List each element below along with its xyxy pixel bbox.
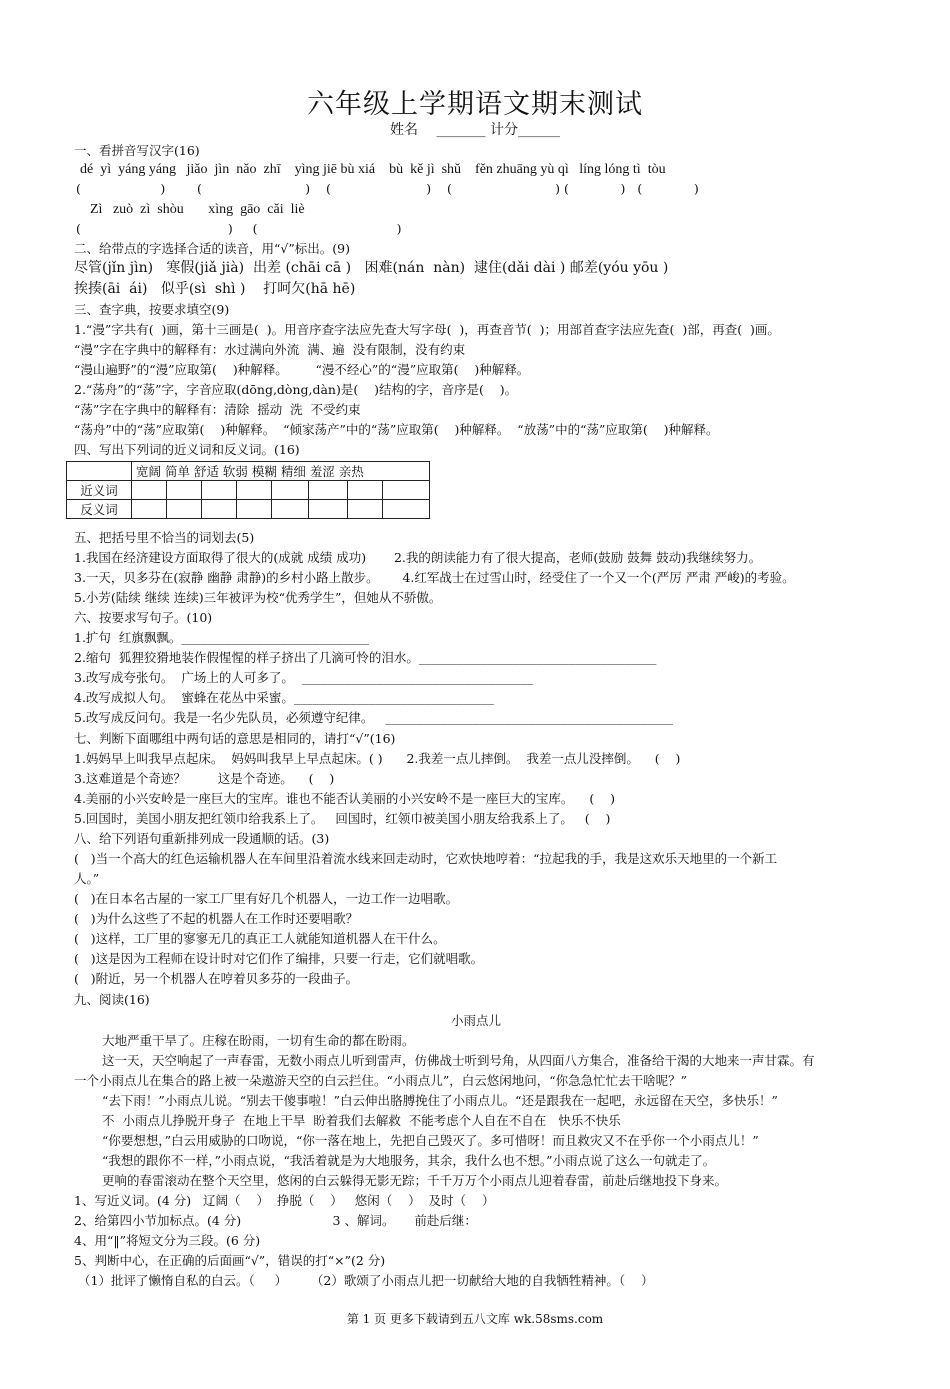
section-7-heading: 七、判断下面哪组中两句话的意思是相同的，请打“√”(16)	[74, 731, 396, 746]
page-footer: 第 1 页 更多下载请到五八文库 wk.58sms.com	[346, 1312, 604, 1326]
reorder-sentence-1[interactable]: ( )当一个高大的红色运输机器人在车间里沿着流水线来回走动时，它欢快地哼着：“拉起我的手，我是这欢乐天地里的一个新工	[74, 851, 778, 866]
story-paragraph-2-cont: 一个小雨点儿在集合的路上被一朵遨游天空的白云拦住。“小雨点儿”，白云悠闲地问，“你急急忙忙去干啥呢？”	[74, 1073, 688, 1088]
synonym-antonym-table	[66, 461, 430, 519]
answer-cell[interactable]	[237, 500, 272, 519]
pinyin-row-1: dé yì yáng yáng jiǎo jìn nǎo zhī yìng jiē bù xiá bù kě jì shǔ fěn zhuāng yù qì líng lóng tì tòu	[80, 162, 666, 177]
judge-line-1[interactable]: 1.妈妈早上叫我早点起床。 妈妈叫我早上早点起床。( ) 2.我差一点儿摔倒。 我差一点儿没摔倒。 ( )	[74, 751, 681, 766]
table-row	[67, 481, 430, 500]
section-4-heading: 四、写出下列词的近义词和反义词。(16)	[74, 442, 300, 457]
name-score-line: 姓名 _______ 计分______	[390, 122, 560, 138]
dictionary-dang-choice: “荡舟”中的“荡”应取第( )种解释。 “倾家荡产”中的“荡”应取第( )种解释。 “放荡”中的“荡”应取第( )种解释。	[74, 422, 719, 437]
story-paragraph-3: “去下雨！”小雨点儿说。“别去干傻事啦！”白云伸出胳膊挽住了小雨点儿。“还是跟我在一起吧，永远留在天空，多快乐！”	[102, 1093, 778, 1108]
answer-brackets-row-1[interactable]: ( ) ( ) ( ) ( ) ( ) ( )	[76, 181, 699, 196]
section-5-heading: 五、把括号里不恰当的词划去(5)	[74, 530, 255, 545]
answer-cell[interactable]	[309, 500, 348, 519]
dictionary-man-choice: “漫山遍野”的“漫”应取第( )种解释。 “漫不经心”的“漫”应取第( )种解释。	[74, 362, 530, 377]
answer-cell[interactable]	[167, 481, 202, 500]
answer-cell[interactable]	[132, 500, 167, 519]
judge-line-2[interactable]: 3.这难道是个奇迹？ 这是个奇迹。 ( )	[74, 771, 335, 786]
reading-question-2-3[interactable]: 2、给第四小节加标点。(4 分) 3 、解词。 前赴后继：	[74, 1213, 477, 1228]
story-paragraph-7: 更响的春雷滚动在整个天空里，悠闲的白云躲得无影无踪；千千万万个小雨点儿迎着春雷，前赴后继地投下身来。	[102, 1173, 728, 1188]
story-paragraph-1: 大地严重干旱了。庄稼在盼雨，一切有生命的都在盼雨。	[102, 1033, 415, 1048]
reading-choice-line-2[interactable]: 挨揍(āi ái) 似乎(sì shì ) 打呵欠(hā hē)	[74, 281, 356, 297]
story-title: 小雨点儿	[451, 1013, 502, 1028]
story-paragraph-4: 不 小雨点儿挣脱开身子 在地上干旱 盼着我们去解救 不能考虑个人自在不自在 快乐不快乐	[102, 1113, 621, 1128]
story-paragraph-2: 这一天，天空响起了一声春雷，无数小雨点儿听到雷声，仿佛战士听到号角，从四面八方集合，准备给干渴的大地来一声甘霖。有	[102, 1053, 815, 1068]
word-list-cell: 宽阔 简单 舒适 软弱 模糊 精细 羞涩 亲热	[132, 462, 430, 481]
reading-choice-line-1[interactable]: 尽管(jǐn jìn) 寒假(jiǎ jià) 出差 (chāi cā ) 困难(nán nàn) 逮住(dǎi dài ) 邮差(yóu yōu )	[74, 260, 669, 276]
sentence-task-3[interactable]: 3.改写成夸张句。 广场上的人可多了。 _____________________________________	[74, 670, 534, 685]
reorder-sentence-5[interactable]: ( )这是因为工程师在设计时对它们作了编排，只要一行走，它们就唱歌。	[74, 951, 484, 966]
sentence-task-1[interactable]: 1.扩句 红旗飘飘。______________________________	[74, 630, 369, 645]
reorder-sentence-2[interactable]: ( )在日本名古屋的一家工厂里有好几个机器人，一边工作一边唱歌。	[74, 891, 459, 906]
judge-line-4[interactable]: 5.回国时，美国小朋友把红领巾给我系上了。 回国时，红领巾被美国小朋友给我系上了。 ( )	[74, 811, 611, 826]
dictionary-q1: 1.“漫”字共有( )画，第十三画是( )。用音序查字法应先查大写字母( )，再查音节( )；用部首查字法应先查( )部，再查( )画。	[74, 322, 780, 337]
dictionary-q2: 2.“荡舟”的“荡”字，字音应取(dōng,dòng,dàn)是( )结构的字，音序是( )。	[74, 382, 518, 397]
word-choice-line-3: 5.小芳(陆续 继续 连续)三年被评为校“优秀学生”，但她从不骄傲。	[74, 590, 442, 605]
answer-cell[interactable]	[272, 481, 309, 500]
answer-cell[interactable]	[132, 481, 167, 500]
section-8-heading: 八、给下列语句重新排列成一段通顺的话。(3)	[74, 831, 330, 846]
section-9-heading: 九、阅读(16)	[74, 992, 150, 1007]
section-6-heading: 六、按要求写句子。(10)	[74, 610, 213, 625]
table-corner-cell	[67, 462, 132, 481]
reorder-sentence-4[interactable]: ( )这样，工厂里的寥寥无几的真正工人就能知道机器人在干什么。	[74, 931, 446, 946]
judge-line-3[interactable]: 4.美丽的小兴安岭是一座巨大的宝库。谁也不能否认美丽的小兴安岭不是一座巨大的宝库。 ( )	[74, 791, 615, 806]
sentence-task-2[interactable]: 2.缩句 狐狸狡猾地装作假惺惺的样子挤出了几滴可怜的泪水。______________________________________	[74, 650, 657, 665]
answer-cell[interactable]	[383, 481, 430, 500]
table-row	[67, 500, 430, 519]
reorder-sentence-1-cont: 人。”	[74, 871, 100, 886]
dictionary-man-meanings: “漫”字在字典中的解释有：水过满向外流 满、遍 没有限制，没有约束	[74, 342, 466, 357]
reading-question-5: 5、判断中心，在正确的后面画“√”，错误的打“×”(2 分)	[74, 1253, 386, 1268]
dictionary-dang-meanings: “荡”字在字典中的解释有：清除 摇动 洗 不受约束	[74, 402, 361, 417]
answer-cell[interactable]	[309, 481, 348, 500]
answer-cell[interactable]	[272, 500, 309, 519]
story-paragraph-5: “你要想想，”白云用威胁的口吻说，“你一落在地上，先把自己毁灭了。多可惜呀！而且救灾又不在乎你一个小雨点儿！”	[102, 1133, 759, 1148]
reorder-sentence-6[interactable]: ( )附近，另一个机器人在哼着贝多芬的一段曲子。	[74, 971, 359, 986]
sentence-task-4[interactable]: 4.改写成拟人句。 蜜蜂在花丛中采蜜。________________________________	[74, 690, 494, 705]
pinyin-row-2: Zì zuò zì shòu xìng gāo cǎi liè	[90, 202, 305, 217]
section-2-heading: 二、给带点的字选择合适的读音，用“√”标出。(9)	[74, 241, 350, 256]
answer-cell[interactable]	[383, 500, 430, 519]
word-choice-line-2: 3.一天，贝多芬在(寂静 幽静 肃静)的乡村小路上散步。 4.红军战士在过雪山时，经受住了一个又一个(严厉 严肃 严峻)的考验。	[74, 570, 795, 585]
answer-cell[interactable]	[348, 500, 383, 519]
reading-question-5-options[interactable]: （1）批评了懒惰自私的白云。（ ） （2）歌颂了小雨点儿把一切献给大地的自我牺牲精神。（ ）	[78, 1273, 654, 1288]
synonym-row-label: 近义词	[67, 481, 132, 500]
word-choice-line-1: 1.我国在经济建设方面取得了很大的(成就 成绩 成功) 2.我的朗读能力有了很大提高，老师(鼓励 鼓舞 鼓动)我继续努力。	[74, 550, 762, 565]
reading-question-1[interactable]: 1、写近义词。(4 分) 辽阔（ ） 挣脱（ ） 悠闲（ ） 及时（ ）	[74, 1193, 495, 1208]
answer-cell[interactable]	[348, 481, 383, 500]
answer-cell[interactable]	[202, 500, 237, 519]
antonym-row-label: 反义词	[67, 500, 132, 519]
answer-cell[interactable]	[167, 500, 202, 519]
sentence-task-5[interactable]: 5.改写成反问句。我是一名少先队员，必须遵守纪律。 ______________________________________________	[74, 710, 673, 725]
story-paragraph-6: “我想的跟你不一样，”小雨点说，“我活着就是为大地服务，其余，我什么也不想。”小雨点说了这么一句就走了。	[102, 1153, 716, 1168]
answer-cell[interactable]	[202, 481, 237, 500]
reading-question-4: 4、用“‖”将短文分为三段。(6 分)	[74, 1233, 261, 1248]
section-3-heading: 三、查字典，按要求填空(9)	[74, 302, 230, 317]
answer-cell[interactable]	[237, 481, 272, 500]
page-title: 六年级上学期语文期末测试	[307, 89, 643, 120]
answer-brackets-row-2[interactable]: ( ) ( )	[76, 221, 402, 236]
section-1-heading: 一、看拼音写汉字(16)	[74, 143, 200, 158]
reorder-sentence-3[interactable]: ( )为什么这些了不起的机器人在工作时还要唱歌？	[74, 911, 359, 926]
